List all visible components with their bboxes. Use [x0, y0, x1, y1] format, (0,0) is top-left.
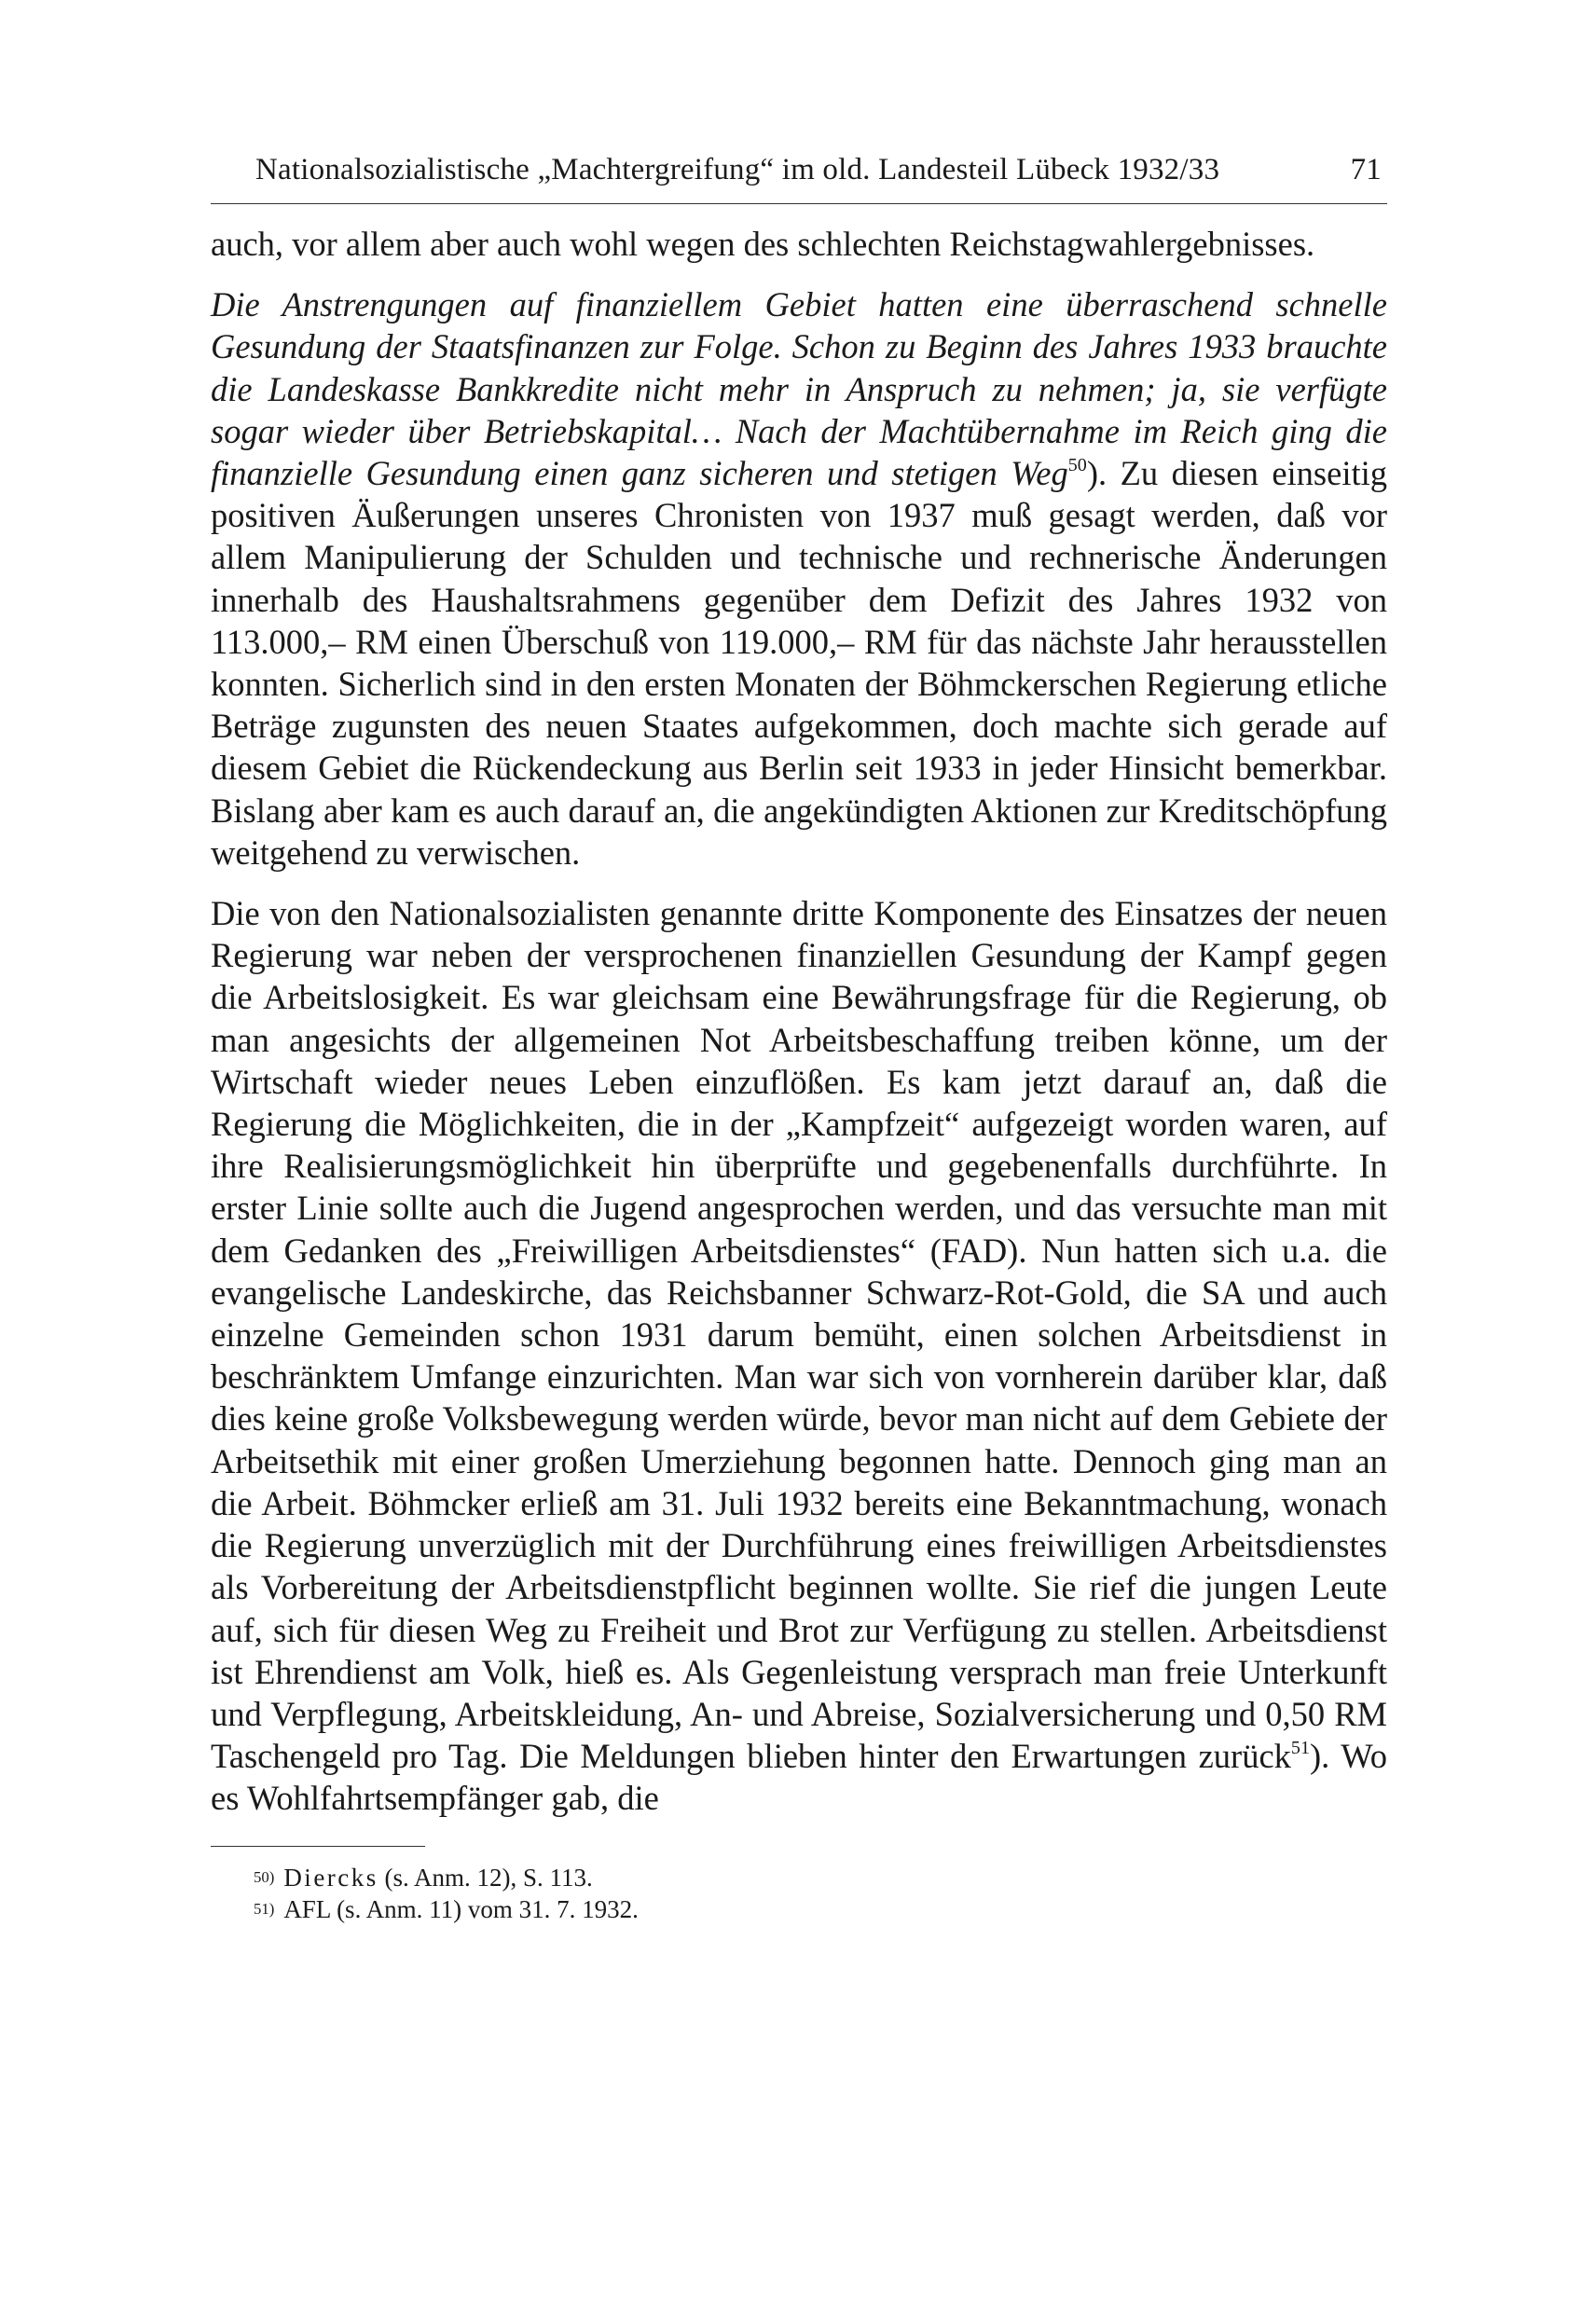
- paragraph-2-text: ). Zu diesen einseitig positiven Äußerungen unseres Chronisten von 1937 muß gesagt werden, daß vor allem Manipulierung der Schulden und technische und rechnerische Änderungen innerhalb des Haushaltsrahmens gegenüber dem Defizit des Jahres 1932 von 113.000,– RM einen Überschuß von 119.000,– RM für das nächste Jahr herausstellen konnten. Sicherlich sind in den ersten Monaten der Böhmckerschen Regierung etliche Beträge zugunsten des neuen Staates aufgekommen, doch machte sich gerade auf diesem Gebiet die Rückendeckung aus Berlin seit 1933 in jeder Hinsicht bemerkbar. Bislang aber kam es auch darauf an, die angekündigten Aktionen zur Kreditschöpfung weitgehend zu verwischen.: [211, 454, 1387, 872]
- footnotes: [211, 1862, 1387, 1925]
- footnote-number: 51): [254, 1899, 275, 1918]
- footnote-author: Diercks: [283, 1863, 378, 1892]
- paragraph-3-text: Die von den Nationalsozialisten genannte dritte Komponente des Einsatzes der neuen Regierung war neben der versprochenen finanziellen Gesundung der Kampf gegen die Arbeitslosigkeit. Es war gleichsam eine Bewährungsfrage für die Regierung, ob man angesichts der allgemeinen Not Arbeitsbeschaffung treiben könne, um der Wirtschaft wieder neues Leben einzuflößen. Es kam jetzt darauf an, daß die Regierung die Möglichkeiten, die in der „Kampfzeit“ aufgezeigt worden waren, auf ihre Realisierungsmöglichkeit hin überprüfte und gegebenenfalls durchführte. In erster Linie sollte auch die Jugend angesprochen werden, und das versuchte man mit dem Gedanken des „Freiwilligen Arbeitsdienstes“ (FAD). Nun hatten sich u.a. die evangelische Landeskirche, das Reichsbanner Schwarz-Rot-Gold, die SA und auch einzelne Gemeinden schon 1931 darum bemüht, einen solchen Arbeitsdienst in beschränktem Umfange einzurichten. Man war sich von vornherein darüber klar, daß dies keine große Volksbewegung werden würde, bevor man nicht auf dem Gebiete der Arbeitsethik mit einer großen Umerziehung begonnen hatte. Dennoch ging man an die Arbeit. Böhmcker erließ am 31. Juli 1932 bereits eine Bekanntmachung, wonach die Regierung unverzüglich mit der Durchführung eines freiwilligen Arbeitsdienstes als Vorbereitung der Arbeitsdienstpflicht beginnen wollte. Sie rief die jungen Leute auf, sich für diesen Weg zu Freiheit und Brot zur Verfügung zu stellen. Arbeitsdienst ist Ehrendienst am Volk, hieß es. Als Gegenleistung versprach man freie Unterkunft und Verpflegung, Arbeitskleidung, An- und Abreise, Sozialversicherung und 0,50 RM Taschengeld pro Tag. Die Meldungen blieben hinter den Erwartungen zurück: [211, 894, 1387, 1776]
- page-number: 71: [1350, 153, 1382, 186]
- footnote-ref-51: 51: [1290, 1738, 1310, 1759]
- body-text: [211, 223, 1387, 1820]
- footnote-50: [254, 1862, 1387, 1893]
- paragraph-3: [211, 892, 1387, 1819]
- footnote-reference: (s. Anm. 12), S. 113.: [378, 1863, 593, 1892]
- paragraph-1: auch, vor allem aber auch wohl wegen des schlechten Reichstagwahlergebnisses.: [211, 225, 1315, 263]
- footnote-ref-50: 50: [1067, 454, 1087, 475]
- footnote-text: [283, 1862, 592, 1893]
- footnote-51: [254, 1893, 1387, 1925]
- paragraph-2: [211, 283, 1387, 874]
- chronicle-quote: Die Anstrengungen auf finanziellem Gebiet hatten eine überraschend schnelle Gesundung der Staatsfinanzen zur Folge. Schon zu Beginn des Jahres 1933 brauchte die Landeskasse Bankkredite nicht mehr in Anspruch zu nehmen; ja, sie verfügte sogar wieder über Betriebskapital… Nach der Machtübernahme im Reich ging die finanzielle Gesundung einen ganz sicheren und stetigen Weg: [211, 285, 1387, 493]
- running-head: [211, 149, 1387, 190]
- header-rule: [211, 203, 1387, 204]
- footnote-text: AFL (s. Anm. 11) vom 31. 7. 1932.: [283, 1894, 639, 1923]
- book-page: [211, 149, 1387, 1925]
- footnote-number: 50): [254, 1867, 275, 1886]
- running-title: Nationalsozialistische „Machtergreifung“ im old. Landesteil Lübeck 1932/33: [255, 153, 1220, 186]
- footnote-rule: [211, 1846, 425, 1847]
- paragraph-3-tail: ). Wo es Wohlfahrtsempfänger gab, die: [211, 1737, 1387, 1818]
